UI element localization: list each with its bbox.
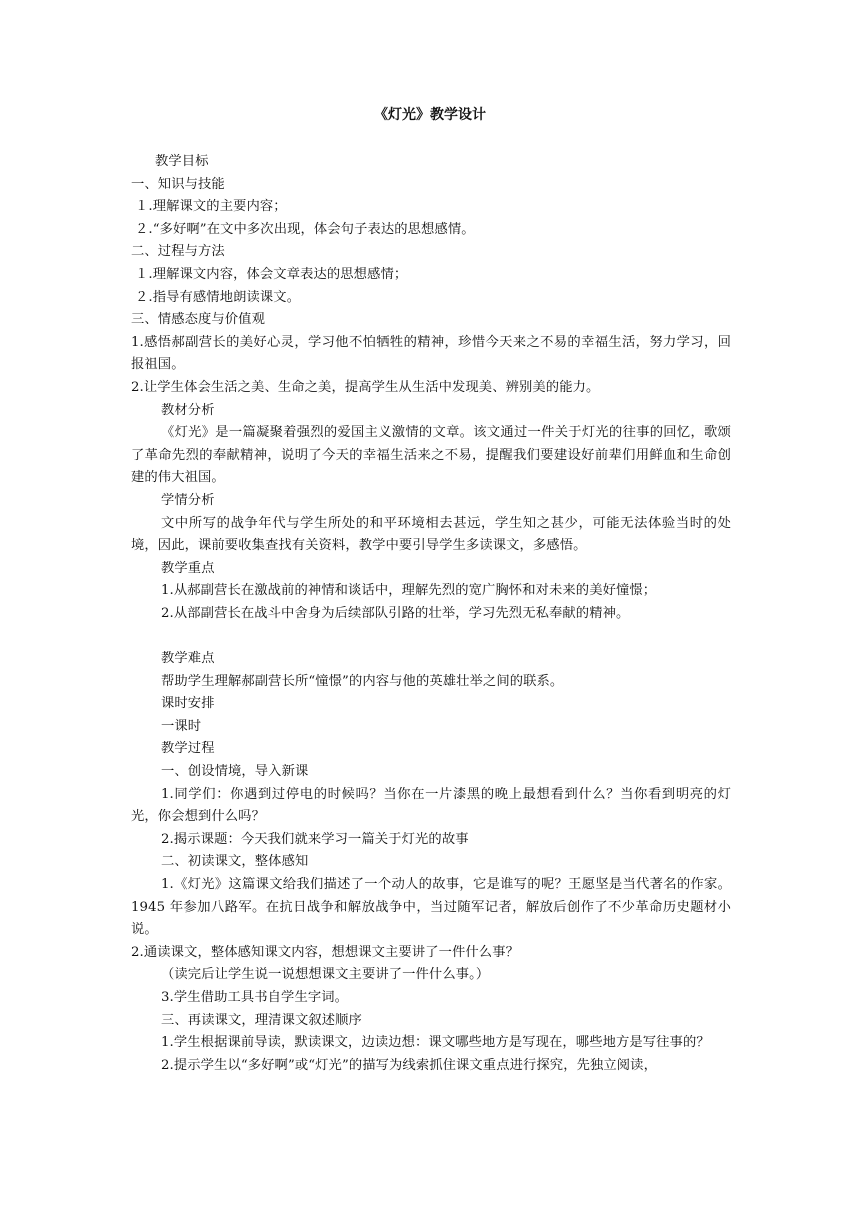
paragraph: 三、情感态度与价值观: [131, 312, 265, 328]
document-body: [131, 151, 731, 1077]
paragraph: 《灯光》是一篇凝聚着强烈的爱国主义激情的文章。该文通过一件关于灯光的往事的回忆，歌颂了革命先烈的奉献精神，说明了今天的幸福生活来之不易，提醒我们要建设好前辈们用鲜血和生命创建的伟大祖国。: [131, 425, 731, 486]
paragraph: 3.学生借助工具书自学生字词。: [161, 989, 349, 1005]
paragraph: 帮助学生理解郝副营长所“憧憬”的内容与他的英雄壮举之间的联系。: [161, 673, 564, 689]
paragraph: 1.学生根据课前导读，默读课文，边读边想：课文哪些地方是写现在，哪些地方是写往事的？: [161, 1035, 710, 1051]
paragraph: 一、知识与技能: [131, 176, 225, 192]
paragraph: ２.“多好啊”在文中多次出现，体会句子表达的思想感情。: [135, 221, 475, 237]
paragraph: 二、初读课文，整体感知: [161, 854, 309, 870]
paragraph: 2.通读课文，整体感知课文内容，想想课文主要讲了一件什么事？: [131, 944, 519, 960]
paragraph: 2.提示学生以“多好啊”或“灯光”的描写为线索抓住课文重点进行探究，先独立阅读，: [161, 1057, 657, 1073]
paragraph: 一、创设情境，导入新课: [161, 764, 309, 780]
paragraph: 教学目标: [155, 154, 209, 169]
paragraph: １.理解课文内容，体会文章表达的思想感情；: [135, 266, 408, 282]
paragraph: 课时安排: [161, 696, 215, 712]
paragraph: 教材分析: [161, 402, 215, 418]
paragraph: ２.指导有感情地朗读课文。: [135, 289, 301, 305]
paragraph: 1.《灯光》这篇课文给我们描述了一个动人的故事，它是谁写的呢？王愿坚是当代著名的作家。1945 年参加八路军。在抗日战争和解放战争中，当过随军记者，解放后创作了不少革命历史题材小说。: [131, 877, 731, 938]
paragraph: 教学难点: [161, 651, 215, 667]
paragraph: （读完后让学生说一说想想课文主要讲了一件什么事。）: [161, 967, 490, 983]
paragraph: 一课时: [161, 718, 202, 734]
paragraph: 二、过程与方法: [131, 244, 225, 260]
paragraph: 学情分析: [161, 492, 215, 508]
paragraph: １.理解课文的主要内容；: [135, 199, 287, 215]
paragraph: 1.从郝副营长在激战前的神情和谈话中，理解先烈的宽广胸怀和对未来的美好憧憬；: [161, 583, 657, 599]
paragraph: 1.同学们：你遇到过停电的时候吗？当你在一片漆黑的晚上最想看到什么？当你看到明亮的灯光，你会想到什么吗？: [131, 786, 731, 825]
paragraph: 1.感悟郝副营长的美好心灵，学习他不怕牺牲的精神，珍惜今天来之不易的幸福生活，努力学习，回报祖国。: [131, 334, 731, 373]
paragraph: 教学重点: [161, 560, 215, 576]
paragraph: 2.揭示课题：今天我们就来学习一篇关于灯光的故事: [161, 831, 469, 847]
blank-line: [131, 625, 731, 648]
paragraph: 2.从部副营长在战斗中舍身为后续部队引路的壮举，学习先烈无私奉献的精神。: [161, 605, 630, 621]
document-title: 《灯光》教学设计: [374, 107, 486, 123]
paragraph: 2.让学生体会生活之美、生命之美，提高学生从生活中发现美、辨别美的能力。: [131, 379, 600, 395]
paragraph: 三、再读课文，理清课文叙述顺序: [161, 1012, 362, 1028]
paragraph: 教学过程: [161, 741, 215, 757]
paragraph: 文中所写的战争年代与学生所处的和平环境相去甚远，学生知之甚少，可能无法体验当时的处境，因此，课前要收集查找有关资料，教学中要引导学生多读课文，多感悟。: [131, 515, 731, 554]
